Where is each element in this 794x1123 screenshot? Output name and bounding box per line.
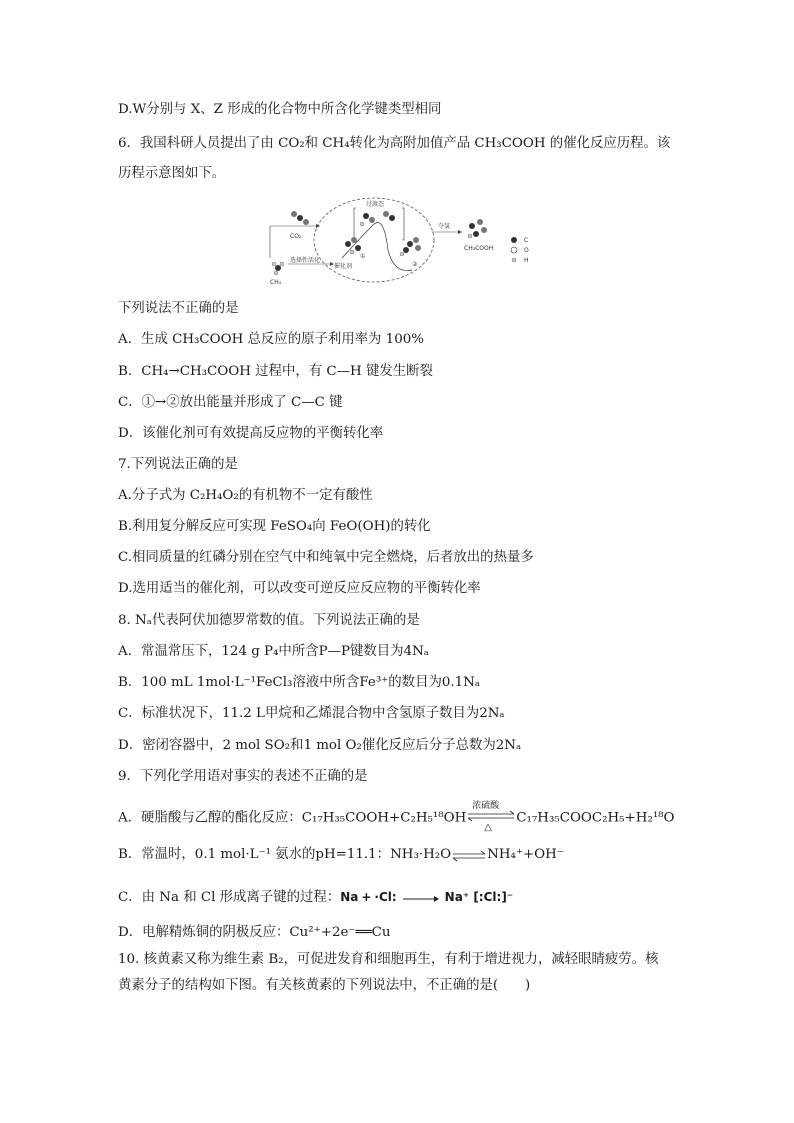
q9-option-d: D．电解精炼铜的阴极反应：Cu²⁺+2e⁻══Cu bbox=[118, 925, 391, 940]
legend-h: H bbox=[524, 257, 529, 264]
reaction-arrow bbox=[401, 892, 441, 904]
q7-option-d: D.选用适当的催化剂，可以改变可逆反应反应物的平衡转化率 bbox=[118, 581, 481, 596]
cl-atom: ·Cl: bbox=[374, 890, 397, 904]
q9-stem: 9．下列化学用语对事实的表述不正确的是 bbox=[118, 769, 368, 784]
reaction-mechanism-figure bbox=[262, 196, 568, 290]
q7-stem: 7.下列说法正确的是 bbox=[118, 457, 238, 472]
na-atom: Na bbox=[340, 890, 359, 904]
q9-a-products: C₁₇H₃₅COOC₂H₅+H₂¹⁸O bbox=[516, 810, 675, 826]
legend-c: C bbox=[524, 237, 529, 244]
q6-stem-line1: 6．我国科研人员提出了由 CO₂和 CH₄转化为高附加值产品 CH₃COOH 的催化反应历程。该 bbox=[118, 136, 671, 151]
catalyst-condition: 浓硫酸 bbox=[472, 801, 500, 811]
q9-c-text: C．由 Na 和 Cl 形成离子键的过程： bbox=[118, 890, 341, 905]
reversible-arrow bbox=[451, 849, 487, 861]
heat-condition: △ bbox=[484, 822, 492, 833]
q9-option-b bbox=[118, 845, 688, 865]
product-label: CH₃COOH bbox=[464, 245, 494, 252]
q9-b-reactant: B．常温时，0.1 mol·L⁻¹ 氨水的pH=11.1：NH₃·H₂O bbox=[118, 847, 452, 862]
ch4-label: CH₄ bbox=[270, 279, 282, 286]
q10-stem-line1: 10. 核黄素又称为维生素 B₂，可促进发育和细胞再生，有利于增进视力，减轻眼睛疲劳。核 bbox=[118, 952, 659, 967]
co2-label: CO₂ bbox=[290, 233, 302, 240]
q9-a-reactants: A．硬脂酸与乙醇的酯化反应：C₁₇H₃₅COOH+C₂H₅¹⁸OH bbox=[118, 810, 467, 826]
selective-activation-label: 选择性活化 bbox=[290, 257, 321, 264]
q6-option-a: A．生成 CH₃COOH 总反应的原子利用率为 100% bbox=[118, 332, 424, 347]
q6-option-c: C．①→②放出能量并形成了 C—C 键 bbox=[118, 395, 343, 410]
q8-option-a: A．常温常压下，124 g P₄中所含P—P键数目为4Nₐ bbox=[118, 644, 429, 659]
q10-stem-line2: 黄素分子的结构如下图。有关核黄素的下列说法中，不正确的是( ) bbox=[118, 978, 531, 993]
plus-sign: + bbox=[361, 890, 372, 904]
q6-prompt: 下列说法不正确的是 bbox=[118, 301, 239, 316]
q9-option-c bbox=[118, 887, 688, 908]
q8-option-b: B．100 mL 1mol·L⁻¹FeCl₃溶液中所含Fe³⁺的数目为0.1Nₐ bbox=[118, 675, 481, 690]
q7-option-a: A.分子式为 C₂H₄O₂的有机物不一定有酸性 bbox=[118, 488, 373, 503]
reversible-arrow-with-conditions bbox=[466, 801, 516, 833]
q6-stem-line2: 历程示意图如下。 bbox=[118, 166, 226, 181]
q9-b-products: NH₄⁺+OH⁻ bbox=[487, 847, 564, 862]
q5-option-d: D.W分别与 X、Z 形成的化合物中所含化学键类型相同 bbox=[118, 102, 442, 117]
q8-option-d: D．密闭容器中，2 mol SO₂和1 mol O₂催化反应后分子总数为2Nₐ bbox=[118, 738, 522, 753]
transition-state-label: 过渡态 bbox=[366, 201, 385, 208]
q8-stem: 8. Nₐ代表阿伏加德罗常数的值。下列说法正确的是 bbox=[118, 613, 420, 628]
q6-option-b: B．CH₄→CH₃COOH 过程中，有 C—H 键发生断裂 bbox=[118, 364, 433, 379]
q7-option-c: C.相同质量的红磷分别在空气中和纯氧中完全燃烧，后者放出的热量多 bbox=[118, 550, 534, 565]
legend-o: O bbox=[524, 247, 529, 254]
q6-option-d: D．该催化剂可有效提高反应物的平衡转化率 bbox=[118, 426, 384, 441]
ionic-product: Na⁺ [:Cl:]⁻ bbox=[444, 890, 514, 904]
q7-option-b: B.利用复分解反应可实现 FeSO₄向 FeO(OH)的转化 bbox=[118, 519, 431, 534]
point-1-label: ① bbox=[360, 253, 366, 260]
q8-option-c: C．标准状况下，11.2 L甲烷和乙烯混合物中含氢原子数目为2Nₐ bbox=[118, 706, 505, 721]
release-label: 夺氢 bbox=[438, 223, 451, 230]
catalyst-label: 催化剂 bbox=[334, 263, 353, 270]
point-2-label: ② bbox=[412, 261, 418, 268]
q9-option-a bbox=[118, 801, 688, 833]
